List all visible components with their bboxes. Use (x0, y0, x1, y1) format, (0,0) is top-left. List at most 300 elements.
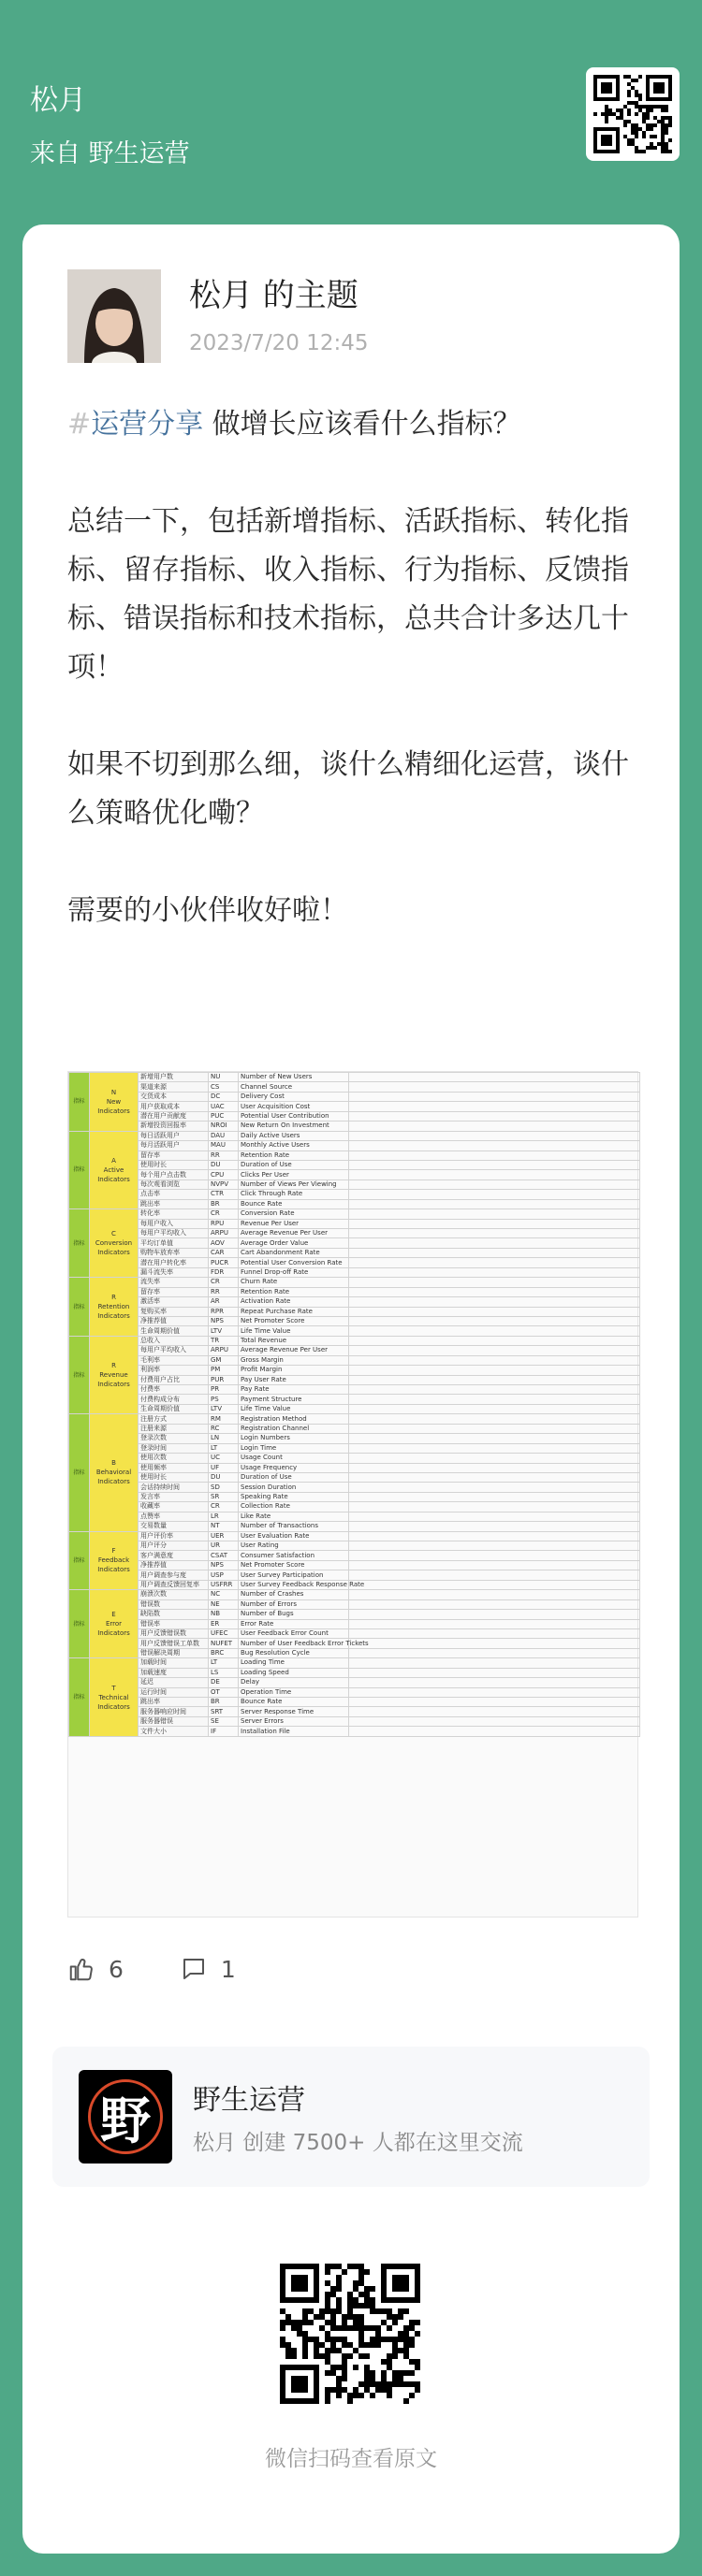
table-cell-description (349, 1610, 640, 1619)
table-cell-en: Number of Transactions (239, 1522, 349, 1531)
table-cell-abbr: DC (209, 1092, 239, 1101)
table-cell-abbr: PUCR (209, 1258, 239, 1267)
like-button[interactable] (67, 1955, 124, 1983)
post-paragraph: 需要的小伙伴收好啦！ (67, 894, 348, 927)
table-cell-abbr: ARPU (209, 1229, 239, 1238)
table-cell-zh: 用户反馈错误数 (139, 1628, 209, 1638)
table-cell-abbr: LN (209, 1434, 239, 1443)
table-cell-abbr: FDR (209, 1267, 239, 1277)
table-cell-en: Net Promoter Score (239, 1316, 349, 1325)
post-card (22, 224, 680, 2554)
table-side-label: 指标 (69, 1209, 90, 1278)
table-cell-zh: 用户反馈错误工单数 (139, 1639, 209, 1648)
table-cell-abbr: RR (209, 1287, 239, 1296)
table-row (69, 1102, 640, 1111)
table-cell-zh: 点赞率 (139, 1512, 209, 1521)
table-row (69, 1619, 640, 1628)
table-cell-zh: 每用户平均收入 (139, 1346, 209, 1355)
table-cell-abbr: LR (209, 1512, 239, 1521)
table-cell-zh: 每用户平均收入 (139, 1229, 209, 1238)
table-row (69, 1472, 640, 1482)
table-cell-abbr: SE (209, 1716, 239, 1726)
table-group-cell: A Active Indicators (90, 1131, 139, 1209)
table-cell-zh: 运行时间 (139, 1687, 209, 1697)
table-row (69, 1151, 640, 1160)
table-cell-description (349, 1355, 640, 1365)
table-cell-en: User Rating (239, 1541, 349, 1551)
group-logo (79, 2070, 172, 2164)
table-cell-en: Collection Rate (239, 1502, 349, 1512)
comment-count: 1 (220, 1955, 236, 1983)
table-cell-zh: 生命周期价值 (139, 1404, 209, 1413)
table-group-cell: F Feedback Indicators (90, 1531, 139, 1590)
avatar[interactable] (67, 269, 161, 363)
hashtag-symbol: # (67, 408, 92, 441)
table-row (69, 1267, 640, 1277)
table-cell-abbr: GM (209, 1355, 239, 1365)
table-cell-en: Number of Bugs (239, 1610, 349, 1619)
table-cell-zh: 服务器响应时间 (139, 1707, 209, 1716)
table-row (69, 1698, 640, 1707)
table-cell-en: Like Rate (239, 1512, 349, 1521)
comment-button[interactable] (180, 1955, 236, 1983)
table-cell-en: Retention Rate (239, 1151, 349, 1160)
table-side-label: 指标 (69, 1073, 90, 1132)
table-cell-en: Registration Method (239, 1414, 349, 1424)
table-row (69, 1560, 640, 1570)
table-cell-description (349, 1590, 640, 1599)
table-cell-en: Number of New Users (239, 1073, 349, 1082)
table-cell-abbr: PS (209, 1395, 239, 1404)
table-cell-zh: 交易数量 (139, 1522, 209, 1531)
table-row (69, 1190, 640, 1199)
table-cell-description (349, 1727, 640, 1736)
table-cell-zh: 生命周期价值 (139, 1326, 209, 1336)
table-cell-zh: 平均订单值 (139, 1238, 209, 1248)
table-cell-en: Revenue Per User (239, 1219, 349, 1228)
table-cell-description (349, 1522, 640, 1531)
table-cell-en: Server Response Time (239, 1707, 349, 1716)
table-cell-abbr: DU (209, 1472, 239, 1482)
post-actions (67, 1950, 292, 1988)
table-cell-en: Delivery Cost (239, 1092, 349, 1101)
table-cell-description (349, 1551, 640, 1560)
table-cell-en: Bug Resolution Cycle (239, 1648, 349, 1657)
table-cell-description (349, 1082, 640, 1092)
table-cell-en: Life Time Value (239, 1326, 349, 1336)
table-row (69, 1590, 640, 1599)
table-cell-zh: 激活率 (139, 1297, 209, 1307)
table-cell-description (349, 1716, 640, 1726)
table-cell-description (349, 1190, 640, 1199)
table-row (69, 1278, 640, 1287)
table-row (69, 1502, 640, 1512)
table-row (69, 1248, 640, 1257)
post-content (67, 400, 638, 984)
table-cell-abbr: PUC (209, 1111, 239, 1121)
table-cell-zh: 使用次数 (139, 1454, 209, 1463)
table-cell-zh: 漏斗流失率 (139, 1267, 209, 1277)
table-row (69, 1727, 640, 1736)
table-cell-abbr: USP (209, 1570, 239, 1580)
table-cell-en: Duration of Use (239, 1472, 349, 1482)
table-cell-abbr: NPS (209, 1560, 239, 1570)
table-cell-description (349, 1404, 640, 1413)
table-cell-en: Pay User Rate (239, 1375, 349, 1384)
table-cell-en: Usage Count (239, 1454, 349, 1463)
table-cell-description (349, 1628, 640, 1638)
table-cell-description (349, 1307, 640, 1316)
table-cell-description (349, 1073, 640, 1082)
table-cell-en: Bounce Rate (239, 1698, 349, 1707)
table-row (69, 1648, 640, 1657)
table-cell-en: Number of Views Per Viewing (239, 1179, 349, 1189)
table-side-label: 指标 (69, 1336, 90, 1414)
table-row (69, 1424, 640, 1433)
table-row (69, 1610, 640, 1619)
table-cell-en: Login Time (239, 1443, 349, 1453)
table-cell-zh: 每日活跃用户 (139, 1131, 209, 1140)
table-cell-abbr: NB (209, 1610, 239, 1619)
post-timestamp: 2023/7/20 12:45 (189, 331, 369, 355)
table-cell-en: Cart Abandonment Rate (239, 1248, 349, 1257)
table-cell-zh: 留存率 (139, 1151, 209, 1160)
table-cell-zh: 使用时长 (139, 1472, 209, 1482)
table-cell-zh: 付费用户占比 (139, 1375, 209, 1384)
table-row (69, 1580, 640, 1589)
table-cell-abbr: MAU (209, 1141, 239, 1151)
table-row (69, 1073, 640, 1082)
table-row (69, 1531, 640, 1541)
table-cell-description (349, 1668, 640, 1677)
table-cell-zh: 新增投资回报率 (139, 1122, 209, 1131)
table-cell-zh: 跳出率 (139, 1698, 209, 1707)
table-cell-description (349, 1648, 640, 1657)
table-cell-zh: 注册来源 (139, 1424, 209, 1433)
table-side-label: 指标 (69, 1414, 90, 1531)
table-row (69, 1316, 640, 1325)
table-cell-abbr: ARPU (209, 1346, 239, 1355)
table-row (69, 1346, 640, 1355)
table-cell-description (349, 1424, 640, 1433)
table-group-cell: E Error Indicators (90, 1590, 139, 1658)
table-row (69, 1716, 640, 1726)
table-cell-description (349, 1258, 640, 1267)
table-cell-zh: 每用户收入 (139, 1219, 209, 1228)
table-group-cell: T Technical Indicators (90, 1658, 139, 1737)
table-cell-en: User Survey Participation (239, 1570, 349, 1580)
indicator-table (68, 1072, 640, 1737)
table-cell-zh: 用户评分 (139, 1541, 209, 1551)
table-cell-description (349, 1580, 640, 1589)
table-cell-description (349, 1687, 640, 1697)
table-cell-zh: 付费率 (139, 1385, 209, 1395)
table-side-label: 指标 (69, 1590, 90, 1658)
table-row (69, 1355, 640, 1365)
table-row (69, 1628, 640, 1638)
table-cell-en: Delay (239, 1678, 349, 1687)
table-cell-abbr: NROI (209, 1122, 239, 1131)
table-cell-abbr: NU (209, 1073, 239, 1082)
table-cell-en: Click Through Rate (239, 1190, 349, 1199)
table-cell-description (349, 1434, 640, 1443)
table-cell-description (349, 1170, 640, 1179)
table-row (69, 1209, 640, 1219)
table-cell-description (349, 1238, 640, 1248)
table-cell-description (349, 1199, 640, 1208)
table-cell-description (349, 1560, 640, 1570)
table-cell-en: Retention Rate (239, 1287, 349, 1296)
table-cell-en: Daily Active Users (239, 1131, 349, 1140)
table-row (69, 1326, 640, 1336)
group-logo-glyph: 野 (88, 2079, 163, 2154)
table-cell-description (349, 1151, 640, 1160)
table-row (69, 1522, 640, 1531)
table-cell-description (349, 1492, 640, 1501)
table-cell-zh: 延迟 (139, 1678, 209, 1687)
table-cell-description (349, 1248, 640, 1257)
table-row (69, 1707, 640, 1716)
table-cell-en: Usage Frequency (239, 1463, 349, 1472)
table-row (69, 1492, 640, 1501)
table-cell-description (349, 1658, 640, 1668)
group-name: 松月 (30, 84, 86, 117)
table-row (69, 1658, 640, 1668)
table-cell-zh: 潜在用户转化率 (139, 1258, 209, 1267)
author-name[interactable]: 松月 的主题 (189, 277, 358, 314)
table-cell-abbr: NT (209, 1522, 239, 1531)
table-cell-zh: 渠道来源 (139, 1082, 209, 1092)
table-cell-en: User Feedback Error Count (239, 1628, 349, 1638)
table-cell-en: Bounce Rate (239, 1199, 349, 1208)
table-cell-en: Session Duration (239, 1483, 349, 1492)
table-cell-en: Average Order Value (239, 1238, 349, 1248)
table-cell-description (349, 1707, 640, 1716)
table-cell-zh: 潜在用户贡献度 (139, 1111, 209, 1121)
qr-code-icon[interactable] (280, 2264, 420, 2404)
table-cell-description (349, 1346, 640, 1355)
table-row (69, 1541, 640, 1551)
comment-icon (180, 1955, 208, 1983)
table-cell-zh: 客户满意度 (139, 1551, 209, 1560)
table-cell-en: Profit Margin (239, 1366, 349, 1375)
table-cell-zh: 跳出率 (139, 1199, 209, 1208)
table-group-cell: R Revenue Indicators (90, 1336, 139, 1414)
table-cell-en: User Survey Feedback Response Rate (239, 1580, 349, 1589)
table-row (69, 1238, 640, 1248)
table-row (69, 1404, 640, 1413)
table-cell-en: Pay Rate (239, 1385, 349, 1395)
table-side-label: 指标 (69, 1131, 90, 1209)
table-cell-description (349, 1443, 640, 1453)
table-row (69, 1454, 640, 1463)
table-cell-en: Speaking Rate (239, 1492, 349, 1501)
table-cell-description (349, 1229, 640, 1238)
table-row (69, 1668, 640, 1677)
post-image[interactable] (67, 1071, 638, 1918)
table-cell-zh: 文件大小 (139, 1727, 209, 1736)
table-row (69, 1336, 640, 1345)
table-row (69, 1287, 640, 1296)
table-cell-abbr: DE (209, 1678, 239, 1687)
table-cell-description (349, 1102, 640, 1111)
table-cell-description (349, 1512, 640, 1521)
post-paragraph: 总结一下，包括新增指标、活跃指标、转化指标、留存指标、收入指标、行为指标、反馈指标、错误指标和技术指标，总共合计多达几十项！ (67, 505, 629, 684)
table-cell-zh: 用户获取成本 (139, 1102, 209, 1111)
table-cell-abbr: CSAT (209, 1551, 239, 1560)
table-cell-abbr: CR (209, 1209, 239, 1219)
table-cell-abbr: DU (209, 1160, 239, 1169)
table-row (69, 1551, 640, 1560)
table-cell-zh: 会话持续时间 (139, 1483, 209, 1492)
table-cell-description (349, 1209, 640, 1219)
table-cell-description (349, 1366, 640, 1375)
table-cell-en: Average Revenue Per User (239, 1346, 349, 1355)
scan-caption: 微信扫码查看原文 (265, 2447, 437, 2471)
table-cell-abbr: UAC (209, 1102, 239, 1111)
table-cell-description (349, 1599, 640, 1609)
table-cell-description (349, 1297, 640, 1307)
table-cell-zh: 付费构成分布 (139, 1395, 209, 1404)
table-row (69, 1375, 640, 1384)
table-cell-en: Funnel Drop-off Rate (239, 1267, 349, 1277)
table-cell-zh: 收藏率 (139, 1502, 209, 1512)
table-group-cell: R Retention Indicators (90, 1278, 139, 1337)
table-cell-abbr: NVPV (209, 1179, 239, 1189)
table-cell-en: Number of Crashes (239, 1590, 349, 1599)
table-cell-description (349, 1122, 640, 1131)
table-cell-zh: 交货成本 (139, 1092, 209, 1101)
table-cell-description (349, 1131, 640, 1140)
table-cell-en: Loading Time (239, 1658, 349, 1668)
table-cell-description (349, 1454, 640, 1463)
table-cell-zh: 购物车放弃率 (139, 1248, 209, 1257)
table-cell-description (349, 1678, 640, 1687)
table-cell-en: Channel Source (239, 1082, 349, 1092)
table-cell-abbr: UFEC (209, 1628, 239, 1638)
table-cell-abbr: NC (209, 1590, 239, 1599)
qr-code-icon[interactable] (586, 67, 680, 161)
table-cell-description (349, 1395, 640, 1404)
table-cell-abbr: PR (209, 1385, 239, 1395)
table-cell-description (349, 1698, 640, 1707)
table-cell-abbr: CS (209, 1082, 239, 1092)
table-cell-abbr: UER (209, 1531, 239, 1541)
table-cell-abbr: CR (209, 1502, 239, 1512)
table-cell-en: Potential User Conversion Rate (239, 1258, 349, 1267)
table-cell-abbr: SRT (209, 1707, 239, 1716)
table-cell-abbr: OT (209, 1687, 239, 1697)
table-cell-description (349, 1483, 640, 1492)
table-cell-description (349, 1336, 640, 1345)
table-cell-en: Total Revenue (239, 1336, 349, 1345)
table-cell-zh: 毛利率 (139, 1355, 209, 1365)
top-header (0, 0, 702, 224)
table-cell-zh: 注册方式 (139, 1414, 209, 1424)
table-cell-abbr: IF (209, 1727, 239, 1736)
table-side-label: 指标 (69, 1278, 90, 1337)
table-row (69, 1141, 640, 1151)
table-cell-en: Net Promoter Score (239, 1560, 349, 1570)
table-cell-en: Gross Margin (239, 1355, 349, 1365)
group-card[interactable] (52, 2047, 650, 2187)
table-cell-abbr: AR (209, 1297, 239, 1307)
table-cell-en: Average Revenue Per User (239, 1229, 349, 1238)
table-cell-en: Operation Time (239, 1687, 349, 1697)
table-cell-en: Payment Structure (239, 1395, 349, 1404)
table-cell-abbr: NUFET (209, 1639, 239, 1648)
table-cell-abbr: CPU (209, 1170, 239, 1179)
table-cell-abbr: RR (209, 1151, 239, 1160)
table-cell-abbr: CTR (209, 1190, 239, 1199)
table-cell-description (349, 1463, 640, 1472)
table-cell-abbr: NPS (209, 1316, 239, 1325)
table-group-cell: C Conversion Indicators (90, 1209, 139, 1278)
table-cell-zh: 错误解决周期 (139, 1648, 209, 1657)
table-cell-zh: 总收入 (139, 1336, 209, 1345)
table-row (69, 1111, 640, 1121)
table-cell-description (349, 1570, 640, 1580)
table-cell-zh: 每月活跃用户 (139, 1141, 209, 1151)
table-cell-en: User Evaluation Rate (239, 1531, 349, 1541)
table-cell-description (349, 1375, 640, 1384)
table-cell-abbr: BR (209, 1698, 239, 1707)
table-cell-en: Registration Channel (239, 1424, 349, 1433)
table-cell-description (349, 1502, 640, 1512)
table-group-cell: B Behavioral Indicators (90, 1414, 139, 1531)
table-row (69, 1570, 640, 1580)
table-cell-abbr: UR (209, 1541, 239, 1551)
table-cell-abbr: AOV (209, 1238, 239, 1248)
table-row (69, 1229, 640, 1238)
table-cell-description (349, 1141, 640, 1151)
table-cell-en: Number of User Feedback Error Tickets (239, 1639, 349, 1648)
table-cell-zh: 每次观看浏览 (139, 1179, 209, 1189)
table-cell-description (349, 1326, 640, 1336)
table-cell-abbr: UF (209, 1463, 239, 1472)
table-row (69, 1179, 640, 1189)
table-cell-abbr: RPU (209, 1219, 239, 1228)
table-cell-description (349, 1267, 640, 1277)
table-side-label: 指标 (69, 1531, 90, 1590)
table-row (69, 1219, 640, 1228)
table-cell-zh: 登录时间 (139, 1443, 209, 1453)
table-row (69, 1443, 640, 1453)
table-row (69, 1366, 640, 1375)
table-cell-zh: 点击率 (139, 1190, 209, 1199)
post-title-text: 做增长应该看什么指标？ (203, 408, 521, 441)
table-row (69, 1678, 640, 1687)
table-cell-zh: 使用时长 (139, 1160, 209, 1169)
like-count: 6 (109, 1955, 124, 1983)
table-cell-abbr: NE (209, 1599, 239, 1609)
table-cell-abbr: PM (209, 1366, 239, 1375)
table-cell-en: Activation Rate (239, 1297, 349, 1307)
table-cell-description (349, 1619, 640, 1628)
table-row (69, 1687, 640, 1697)
table-cell-en: User Acquisition Cost (239, 1102, 349, 1111)
table-row (69, 1160, 640, 1169)
table-row (69, 1170, 640, 1179)
table-cell-abbr: RC (209, 1424, 239, 1433)
table-cell-zh: 用户评价率 (139, 1531, 209, 1541)
table-cell-zh: 留存率 (139, 1287, 209, 1296)
table-row (69, 1639, 640, 1648)
table-cell-zh: 净推荐值 (139, 1316, 209, 1325)
table-cell-en: Login Numbers (239, 1434, 349, 1443)
hashtag-link[interactable]: 运营分享 (91, 408, 204, 441)
group-subtitle: 松月 创建 7500+ 人都在这里交流 (193, 2131, 523, 2155)
